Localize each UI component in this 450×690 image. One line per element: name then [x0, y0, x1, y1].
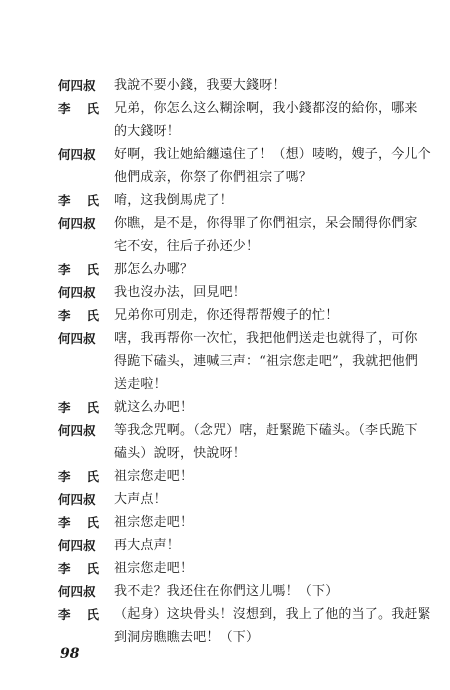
speaker-name: 李氏 [58, 607, 116, 622]
speaker-name: 李氏 [58, 469, 116, 484]
dialogue-text: （起身）这块骨头！沒想到，我上了他的当了。我赶緊 [114, 607, 431, 622]
dialogue-text: 祖宗您走吧！ [114, 561, 194, 576]
dialogue-text: 祖宗您走吧！ [114, 469, 194, 484]
dialogue-text: 的大錢呀！ [114, 124, 181, 139]
speaker-name: 李氏 [58, 262, 116, 277]
dialogue-text: 我不走？我还住在你們这儿嗎！（下） [114, 584, 339, 599]
dialogue-text: 那怎么办哪？ [114, 262, 194, 277]
speaker-name: 何四叔 [58, 331, 96, 346]
dialogue-text: 宅不安，往后子孙还少！ [114, 239, 260, 254]
dialogue-text: 磕头）說呀，快說呀！ [114, 446, 247, 461]
speaker-name: 李氏 [58, 400, 116, 415]
dialogue-text: 送走啦！ [114, 377, 167, 392]
dialogue-line [58, 442, 418, 465]
dialogue-line [58, 166, 418, 189]
dialogue-line [58, 626, 418, 649]
dialogue-text: 我說不要小錢，我要大錢呀！ [114, 78, 286, 93]
dialogue-line [58, 143, 431, 166]
dialogue-line [58, 327, 418, 350]
dialogue-line [58, 189, 418, 212]
dialogue-line [58, 97, 418, 120]
dialogue-line [58, 396, 418, 419]
dialogue-text: 兄弟你可別走，你还得帮帮嫂子的忙！ [114, 308, 339, 323]
speaker-name: 李氏 [58, 101, 116, 116]
speaker-name: 李氏 [58, 561, 116, 576]
dialogue-text: 到洞房瞧瞧去吧！（下） [114, 630, 260, 645]
dialogue-line [58, 258, 418, 281]
dialogue-text: 得跪下磕头，連喊三声：“祖宗您走吧”，我就把他們 [114, 354, 419, 369]
speaker-name: 李氏 [58, 308, 116, 323]
dialogue-text: 好啊，我让她給纏遠住了！（想）唛哟，嫂子，今儿个 [114, 147, 431, 162]
dialogue-text: 再大点声！ [114, 538, 181, 553]
dialogue-line [58, 235, 418, 258]
dialogue-line [58, 74, 418, 97]
dialogue-line [58, 557, 418, 580]
dialogue-line [58, 534, 418, 557]
dialogue-text: 嗐，我再帮你一次忙，我把他們送走也就得了，可你 [114, 331, 418, 346]
dialogue-line [58, 488, 418, 511]
speaker-name: 何四叔 [58, 147, 96, 162]
page-number: 98 [60, 646, 80, 662]
dialogue-line [58, 212, 418, 235]
dialogue-line [58, 419, 418, 442]
dialogue-text: 我也沒办法，回見吧！ [114, 285, 247, 300]
dialogue-line [58, 120, 418, 143]
dialogue-text: 祖宗您走吧！ [114, 515, 194, 530]
dialogue-text: 兄弟，你怎么这么糊涂啊，我小錢都沒的給你，哪来 [114, 101, 418, 116]
dialogue-line [58, 281, 418, 304]
dialogue-text: 他們成亲，你祭了你們祖宗了嗎？ [114, 170, 313, 185]
dialogue-line [58, 603, 431, 626]
speaker-name: 何四叔 [58, 538, 96, 553]
dialogue-line [58, 580, 418, 603]
dialogue-line [58, 304, 418, 327]
dialogue-line [58, 373, 418, 396]
dialogue-text: 你瞧，是不是，你得罪了你們祖宗，呆会鬧得你們家 [114, 216, 418, 231]
speaker-name: 何四叔 [58, 584, 96, 599]
dialogue-text: 唷，这我倒馬虎了！ [114, 193, 233, 208]
speaker-name: 李氏 [58, 515, 116, 530]
speaker-name: 何四叔 [58, 216, 96, 231]
dialogue-line [58, 465, 418, 488]
speaker-name: 何四叔 [58, 492, 96, 507]
speaker-name: 何四叔 [58, 423, 96, 438]
dialogue-text: 就这么办吧！ [114, 400, 194, 415]
speaker-name: 李氏 [58, 193, 116, 208]
script-dialogue [58, 74, 431, 649]
speaker-name: 何四叔 [58, 78, 96, 93]
dialogue-line [58, 511, 418, 534]
dialogue-line [58, 350, 418, 373]
dialogue-text: 大声点！ [114, 492, 167, 507]
speaker-name: 何四叔 [58, 285, 96, 300]
dialogue-text: 等我念咒啊。（念咒）嗐，赶緊跪下磕头。（李氏跪下 [114, 423, 418, 438]
